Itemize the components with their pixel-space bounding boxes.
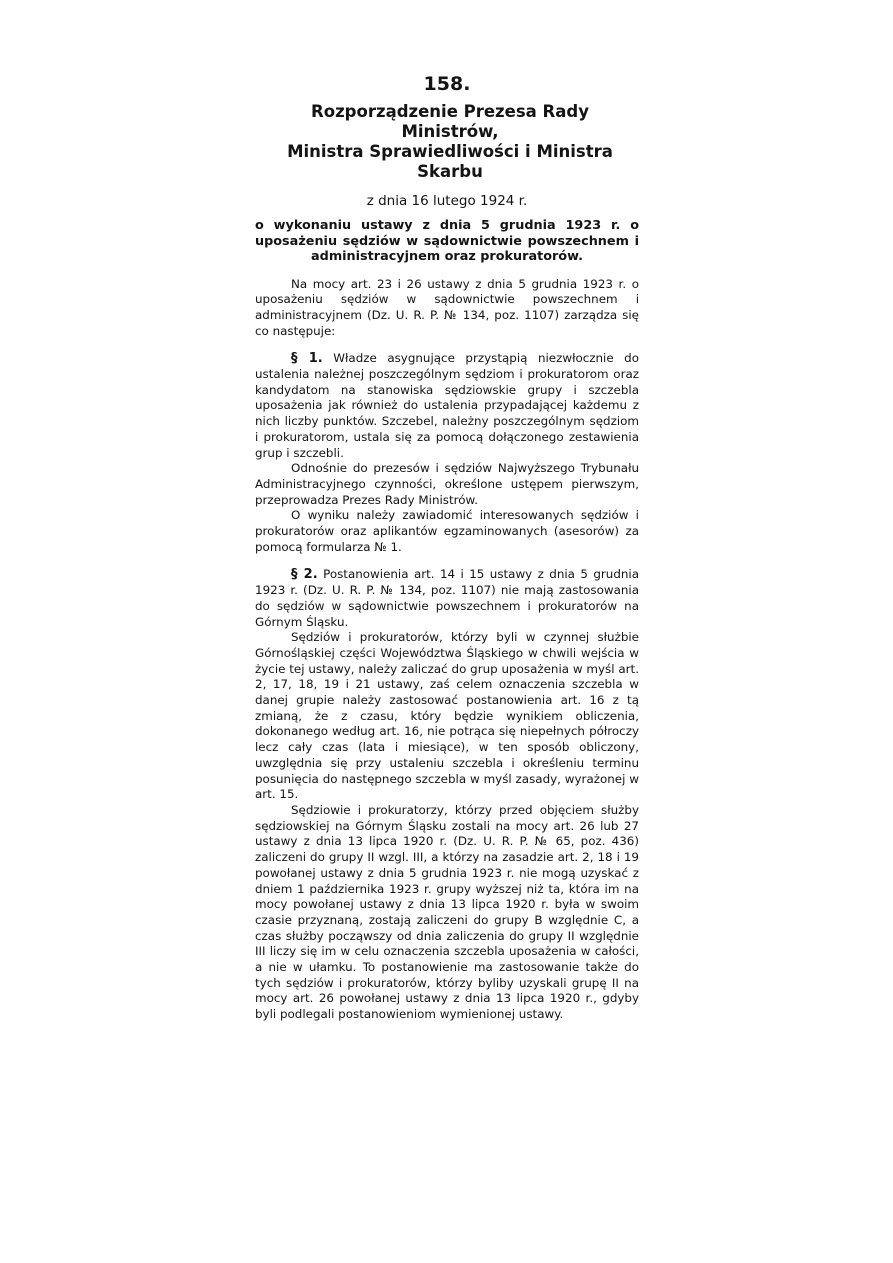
regulation-title [255,102,639,182]
section-2-paragraph-2: Sędziów i prokuratorów, którzy byli w czynnej służbie Górnośląskiej części Województwa Śląskiego w chwili wejścia w życie tej ustawy, należy zaliczać do grup uposażenia w myśl art. 2, 17, 18, 19 i 21 ustawy, zaś celem oznaczenia szczebla w danej grupie należy zastosować postanowienia art. 16 z tą zmianą, że z czasu, który będzie wynikiem obliczenia, dokonanego według art. 16, nie potrąca się niepełnych półroczy lecz cały czas (lata i miesiące), w ten sposób obliczony, uwzględnia się przy ustaleniu szczebla i określeniu terminu posunięcia do następnego szczebla w myśl zasady, wyrażonej w art. 15. [255,630,639,802]
section-2-marker: § 2. [291,567,318,583]
section-1-text-1: Władze asygnujące przystąpią niezwłocznie do ustalenia należnej poszczególnym sędziom i prokuratorom oraz kandydatom na stanowiska sędziowskie grupy i szczebla uposażenia jak również do ustalenia przypadającej każdemu z nich liczby punktów. Szczebel, należny poszczególnym sędziom i prokuratorom, ustala się za pomocą dołączonego zestawienia grup i szczebli. [255,351,639,460]
title-line-2: Ministra Sprawiedliwości i Ministra Skarbu [287,142,613,181]
regulation-date: z dnia 16 lutego 1924 r. [366,193,528,209]
section-2-paragraph-3: Sędziowie i prokuratorzy, którzy przed objęciem służby sędziowskiej na Górnym Śląsku zostali na mocy art. 26 lub 27 ustawy z dnia 13 lipca 1920 r. (Dz. U. R. P. № 65, poz. 436) zaliczeni do grupy II wzgl. III, a którzy na zasadzie art. 2, 18 i 19 powołanej ustawy z dnia 5 grudnia 1923 r. nie mogą uzyskać z dniem 1 października 1923 r. grupy wyższej niż ta, która im na mocy powołanej ustawy z dnia 13 lipca 1920 r. była w swoim czasie przyznaną, zostają zaliczeni do grupy B względnie C, a czas służby począwszy od dnia zaliczenia do grupy II względnie III liczy się im w celu oznaczenia szczebla uposażenia w całości, a nie w ułamku. To postanowienie ma zastosowanie także do tych sędziów i prokuratorów, którzy byliby uzyskali grupę II na mocy art. 26 powołanej ustawy z dnia 13 lipca 1920 r., gdyby byli podlegali postanowieniom wymienionej ustawy. [255,803,639,1022]
section-2-paragraph-1 [255,567,639,630]
title-line-1: Rozporządzenie Prezesa Rady Ministrów, [311,102,589,141]
section-2-text-1: Postanowienia art. 14 i 15 ustawy z dnia 5 grudnia 1923 r. (Dz. U. R. P. № 134, poz. 1107) nie mają zastosowania do sędziów w sądownictwie powszechnem i prokuratorów na Górnym Śląsku. [255,567,640,629]
section-1-paragraph-2: Odnośnie do prezesów i sędziów Najwyższego Trybunału Administracyjnego czynności, określone ustępem pierwszym, przeprowadza Prezes Rady Ministrów. [255,461,639,507]
preamble-paragraph: Na mocy art. 23 i 26 ustawy z dnia 5 grudnia 1923 r. o uposażeniu sędziów w sądownictwie powszechnem i administracyjnem (Dz. U. R. P. № 134, poz. 1107) zarządza się co następuje: [255,276,639,338]
section-1-paragraph-3: O wyniku należy zawiadomić interesowanych sędziów i prokuratorów oraz aplikantów egzaminowanych (asesorów) za pomocą formularza № 1. [255,508,639,554]
section-1-marker: § 1. [291,351,323,367]
section-1-paragraph-1 [255,351,639,461]
regulation-subject: o wykonaniu ustawy z dnia 5 grudnia 1923 r. o uposażeniu sędziów w sądownictwie powszechnem i administracyjnem oraz prokuratorów. [255,218,639,264]
text-column [255,72,639,1023]
page-number: 158. [423,73,471,95]
